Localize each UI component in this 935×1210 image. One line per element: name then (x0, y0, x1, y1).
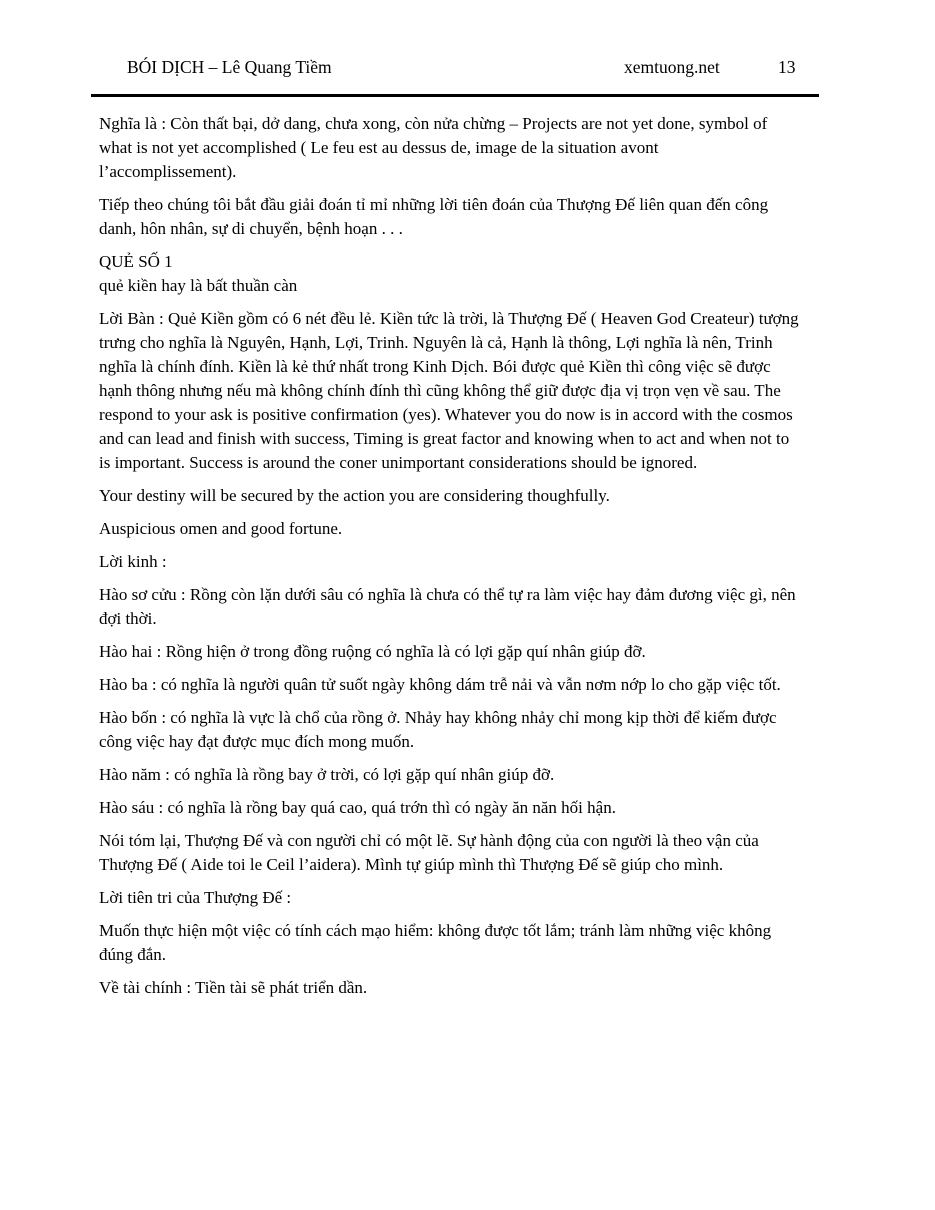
paragraph-prophecy-heading: Lời tiên tri của Thượng Đế : (99, 888, 292, 907)
header-title: BÓI DỊCH – Lê Quang Tiềm (127, 57, 332, 77)
page-number: 13 (778, 57, 796, 77)
paragraph-prophecy-venture: Muốn thực hiện một việc có tính cách mạo hiểm: không được tốt lắm; tránh làm những việc không đúng đắn. (99, 921, 772, 964)
paragraph-prophecy-finance: Về tài chính : Tiền tài sẽ phát triển dần. (99, 978, 368, 997)
section-heading: QUẺ SỐ 1 (99, 252, 173, 271)
page-header (0, 57, 935, 81)
paragraph-commentary: Lời Bàn : Quẻ Kiền gồm có 6 nét đều lẻ. Kiền tức là trời, là Thượng Đế ( Heaven God Createur) tượng trưng cho nghĩa là Nguyên, Hạnh, Lợi, Trinh. Nguyên là cả, Hạnh là thông, Lợi nghĩa là nên, Trinh nghĩa là chính đính. Kiền là kẻ thứ nhất trong Kinh Dịch. Bói được quẻ Kiền thì công việc sẽ được hạnh thông nhưng nếu mà không chính đính thì cũng không thể giữ được địa vị trọn vẹn về sau. The respond to your ask is positive confirmation (yes). Whatever you do now is in accord with the cosmos and can lead and finish with success, Timing is great factor and knowing when to act and when not to is important. Success is around the coner unimportant considerations should be ignored. (99, 309, 799, 472)
paragraph-hao-6: Hào sáu : có nghĩa là rồng bay quá cao, quá trớn thì có ngày ăn năn hối hận. (99, 798, 616, 817)
paragraph-hao-4: Hào bốn : có nghĩa là vực là chổ của rồng ở. Nhảy hay không nhảy chỉ mong kịp thời để kiếm được công việc hay đạt được mục đích mong muốn. (99, 708, 777, 751)
paragraph-meaning: Nghĩa là : Còn thất bại, dở dang, chưa xong, còn nửa chừng – Projects are not yet done, symbol of what is not yet accomplished ( Le feu est au dessus de, image de la situation avont l’accomplissement). (99, 114, 768, 181)
paragraph-loi-kinh: Lời kinh : (99, 552, 167, 571)
paragraph-hao-3: Hào ba : có nghĩa là người quân tử suốt ngày không dám trễ nải và vẫn nơm nớp lo cho gặp việc tốt. (99, 675, 781, 694)
paragraph-intro: Tiếp theo chúng tôi bắt đầu giải đoán tỉ mỉ những lời tiên đoán của Thượng Đế liên quan đến công danh, hôn nhân, sự di chuyển, bệnh hoạn . . . (99, 195, 769, 238)
document-body (99, 112, 799, 1009)
paragraph-hao-2: Hào hai : Rồng hiện ở trong đồng ruộng có nghĩa là có lợi gặp quí nhân giúp đỡ. (99, 642, 646, 661)
header-rule (91, 94, 819, 97)
paragraph-destiny: Your destiny will be secured by the action you are considering thoughfully. (99, 486, 610, 505)
paragraph-hao-1: Hào sơ cửu : Rồng còn lặn dưới sâu có nghĩa là chưa có thể tự ra làm việc hay đảm đương việc gì, nên đợi thời. (99, 585, 796, 628)
paragraph-omen: Auspicious omen and good fortune. (99, 519, 343, 538)
paragraph-hao-5: Hào năm : có nghĩa là rồng bay ở trời, có lợi gặp quí nhân giúp đỡ. (99, 765, 555, 784)
paragraph-summary: Nói tóm lại, Thượng Đế và con người chỉ có một lẽ. Sự hành động của con người là theo vận của Thượng Đế ( Aide toi le Ceil l’aidera). Mình tự giúp mình thì Thượng Đế sẽ giúp cho mình. (99, 831, 759, 874)
header-site: xemtuong.net (624, 57, 720, 77)
section-subheading: quẻ kiền hay là bất thuần càn (99, 276, 298, 295)
